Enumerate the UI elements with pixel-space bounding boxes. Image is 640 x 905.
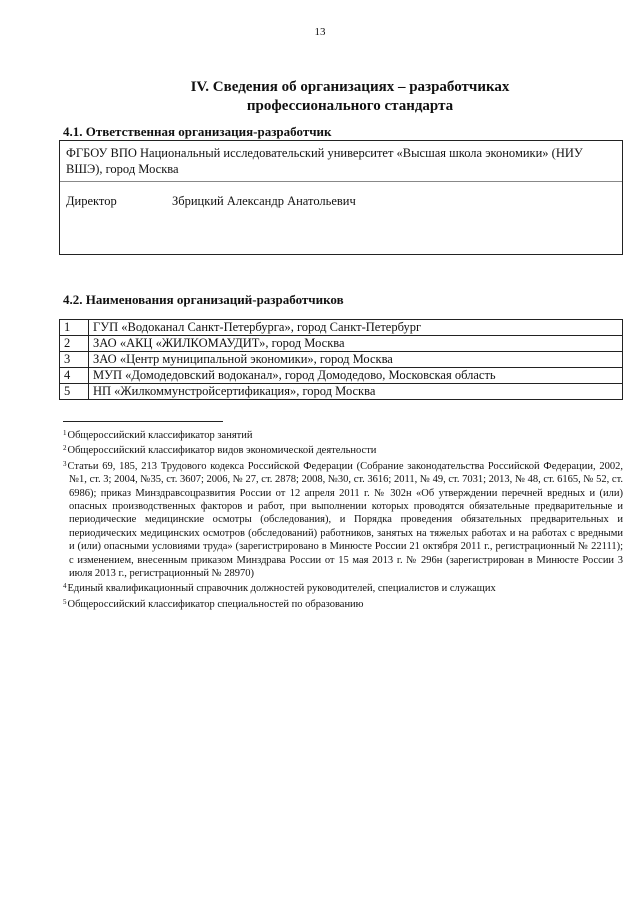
row-number: 1: [60, 320, 89, 336]
director-name: Збрицкий Александр Анатольевич: [172, 194, 356, 208]
footnote-text: Статьи 69, 185, 213 Трудового кодекса Российской Федерации (Собрание законодательства Российской Федерации, 2002, №1, ст. 3; 2004, №35, ст. 3607; 2006, № 27, ст. 2878; 2008, №30, ст. 3616; 2011, № 49, ст. 7031; 2013, № 48, ст. 6165, № 52, ст. 6986); приказ Минздравсоцразвития России от 12 апреля 2011 г. № 302н «Об утверждении перечней вредных и (или) опасных производственных факторов и работ, при выполнении которых проводятся обязательные предварительные и периодические медицинские осмотры (обследования), и Порядка проведения обязательных предварительных и периодических медицинских осмотров (обследований) работников, занятых на тяжелых работах и на работах с вредными и (или) опасными условиями труда» (зарегистрировано в Минюсте России 21 октября 2011 г., регистрационный № 22111); с изменением, внесенным приказом Минздрава России от 15 мая 2013 г. № 296н (зарегистрирован в Минюсте России 3 июля 2013 г., регистрационный № 28970): [67, 460, 623, 580]
footnote-text: Общероссийский классификатор специальностей по образованию: [67, 598, 364, 610]
footnote: [63, 458, 623, 581]
developer-orgs-heading: 4.2. Наименования организаций-разработчиков: [63, 292, 344, 307]
org-name: МУП «Домодедовский водоканал», город Домодедово, Московская область: [89, 368, 623, 384]
footnote-text: Общероссийский классификатор занятий: [67, 430, 253, 441]
row-number: 2: [60, 336, 89, 352]
org-name: НП «Жилкоммунстройсертификация», город Москва: [89, 384, 623, 400]
section-title: [60, 78, 640, 116]
footnotes: [63, 427, 623, 611]
section-title-line-2: профессионального стандарта: [246, 98, 454, 114]
footnote-mark: 2: [63, 444, 67, 453]
footnote-text: Единый квалификационный справочник должностей руководителей, специалистов и служащих: [67, 583, 496, 595]
footnote: [63, 442, 623, 457]
responsible-org-heading: 4.1. Ответственная организация-разработчик: [63, 124, 332, 139]
org-name: ЗАО «АКЦ «ЖИЛКОМАУДИТ», город Москва: [89, 336, 623, 352]
director-role-label: Директор: [66, 194, 117, 208]
footnote-mark: 1: [63, 429, 67, 437]
footnote-mark: 4: [63, 582, 67, 591]
row-number: 5: [60, 384, 89, 400]
responsible-org-name: ФГБОУ ВПО Национальный исследовательский университет «Высшая школа экономики» (НИУ ВШЭ), город Москва: [66, 146, 583, 176]
responsible-org-divider: [60, 181, 622, 182]
footnote: [63, 596, 623, 611]
footnote-text: Общероссийский классификатор видов экономической деятельности: [67, 445, 377, 457]
footnote: [63, 427, 623, 442]
row-number: 4: [60, 368, 89, 384]
table-row: [60, 352, 623, 368]
row-number: 3: [60, 352, 89, 368]
org-name: ЗАО «Центр муниципальной экономики», город Москва: [89, 352, 623, 368]
table-row: [60, 336, 623, 352]
table-row: [60, 320, 623, 336]
table-row: [60, 384, 623, 400]
responsible-org-box: [59, 140, 623, 255]
section-title-line-1: IV. Сведения об организациях – разработчиках: [190, 79, 510, 95]
footnote-mark: 3: [63, 459, 67, 468]
page-number: 13: [314, 26, 326, 38]
table-row: [60, 368, 623, 384]
developer-orgs-table: [59, 319, 623, 400]
org-name: ГУП «Водоканал Санкт-Петербурга», город Санкт-Петербург: [89, 320, 623, 336]
footnote-separator: [63, 421, 223, 422]
footnote: [63, 580, 623, 595]
footnote-mark: 5: [63, 597, 67, 606]
